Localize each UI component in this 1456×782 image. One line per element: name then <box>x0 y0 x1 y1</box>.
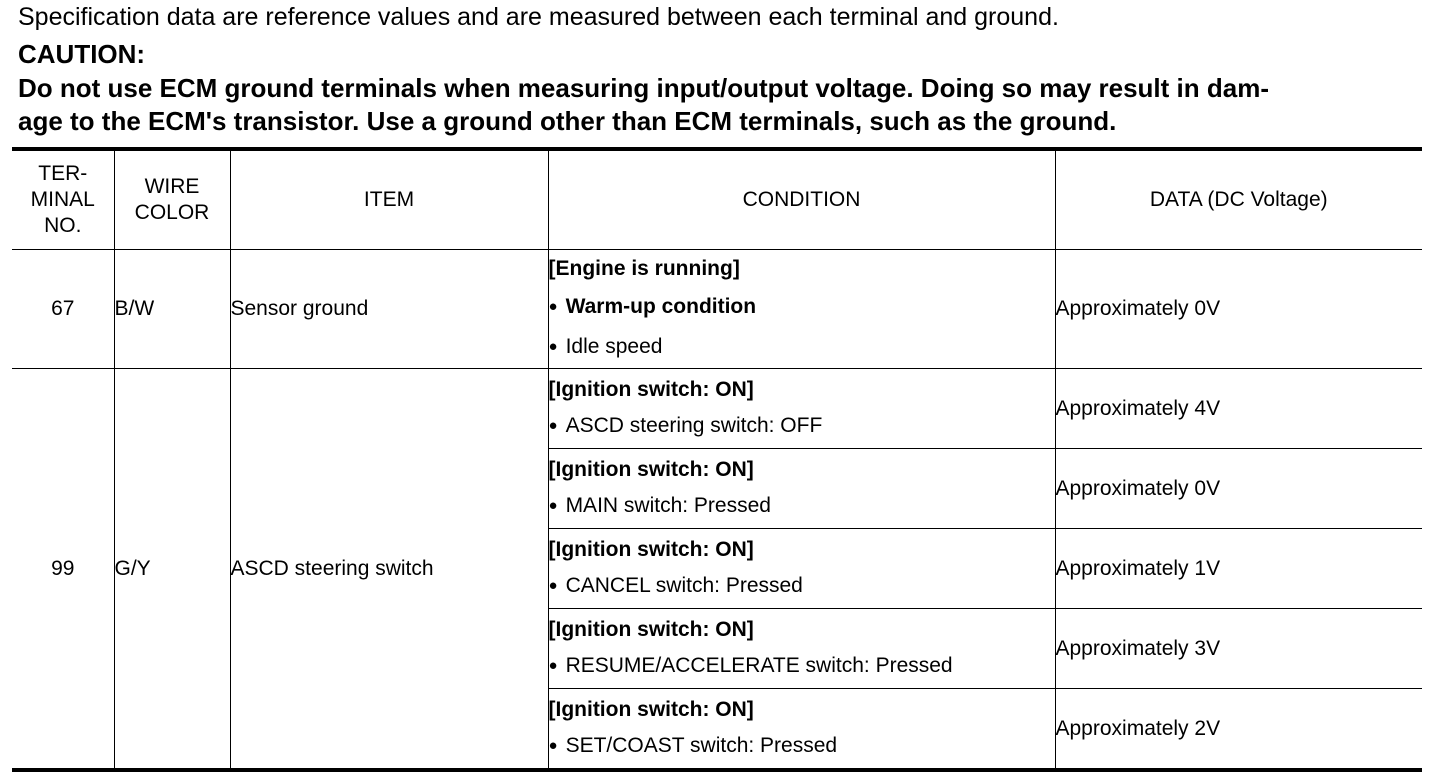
caution-line-2: age to the ECM's transistor. Use a ground other than ECM terminals, such as the ground. <box>18 106 1117 136</box>
caution-body <box>18 72 1428 138</box>
terminal-spec-table <box>12 147 1422 772</box>
condition-bullet: ● ASCD steering switch: OFF <box>549 408 1055 446</box>
header-wire-color: WIRE COLOR <box>114 149 230 250</box>
condition-bullet: ● MAIN switch: Pressed <box>549 488 1055 526</box>
item-name: ASCD steering switch <box>230 369 548 771</box>
wire-color: G/Y <box>114 369 230 771</box>
data-value: Approximately 1V <box>1055 529 1422 609</box>
terminal-no: 67 <box>12 250 114 369</box>
condition-title: [Ignition switch: ON] <box>548 457 754 481</box>
condition-title: [Ignition switch: ON] <box>548 377 754 401</box>
caution-line-1: Do not use ECM ground terminals when measuring input/output voltage. Doing so may result in dam- <box>18 73 1269 103</box>
condition-cell <box>548 250 1055 369</box>
condition-title: [Ignition switch: ON] <box>548 537 754 561</box>
condition-bullet: ● SET/COAST switch: Pressed <box>549 728 1055 766</box>
terminal-no: 99 <box>12 369 114 771</box>
header-item: ITEM <box>230 149 548 250</box>
table-header-row <box>12 149 1422 250</box>
header-terminal-no: TER- MINAL NO. <box>12 149 114 250</box>
condition-cell <box>548 609 1055 689</box>
item-name: Sensor ground <box>230 250 548 369</box>
header-data: DATA (DC Voltage) <box>1055 149 1422 250</box>
data-value: Approximately 4V <box>1055 369 1422 449</box>
condition-cell <box>548 449 1055 529</box>
condition-title: [Engine is running] <box>548 257 740 280</box>
header-condition: CONDITION <box>548 149 1055 250</box>
condition-cell <box>548 529 1055 609</box>
wire-color: B/W <box>114 250 230 369</box>
data-value: Approximately 0V <box>1055 250 1422 369</box>
condition-cell <box>548 369 1055 449</box>
condition-bullet: ● Warm-up condition <box>549 288 1055 328</box>
condition-title: [Ignition switch: ON] <box>548 617 754 641</box>
condition-bullet: ● Idle speed <box>549 328 1055 368</box>
condition-cell <box>548 689 1055 771</box>
data-value: Approximately 2V <box>1055 689 1422 771</box>
condition-title: [Ignition switch: ON] <box>548 697 754 721</box>
condition-bullet: ● CANCEL switch: Pressed <box>549 568 1055 606</box>
caution-heading: CAUTION: <box>18 39 146 69</box>
data-value: Approximately 3V <box>1055 609 1422 689</box>
data-value: Approximately 0V <box>1055 449 1422 529</box>
condition-bullet: ● RESUME/ACCELERATE switch: Pressed <box>549 648 1055 686</box>
table-row <box>12 250 1422 369</box>
table-row <box>12 369 1422 449</box>
intro-text: Specification data are reference values and are measured between each terminal and ground. <box>18 3 1059 31</box>
